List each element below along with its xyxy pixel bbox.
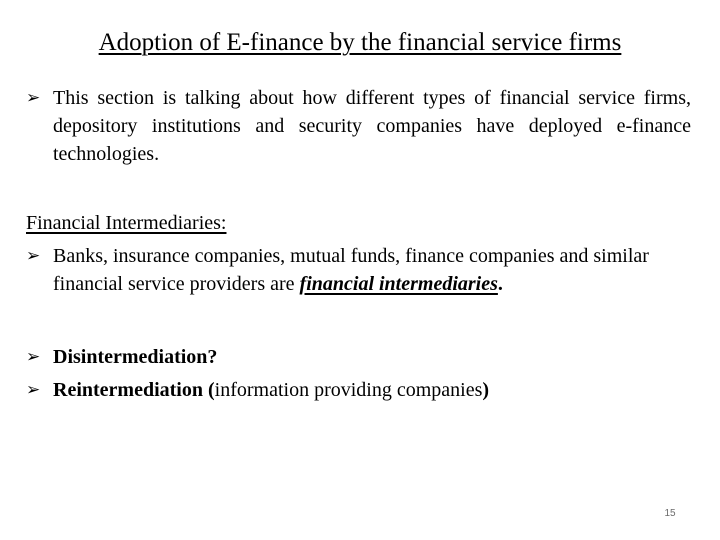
page-number: 15 bbox=[664, 508, 676, 519]
arrowhead-bullet-icon: ➢ bbox=[26, 380, 41, 400]
financial-intermediaries-heading: Financial Intermediaries: bbox=[26, 212, 227, 234]
reintermediation-detail: information providing companies bbox=[214, 379, 483, 401]
intro-section bbox=[26, 84, 691, 168]
intro-text: This section is talking about how different types of financial service firms, depository institutions and security companies have deployed e-finance technologies. bbox=[53, 87, 691, 165]
arrowhead-bullet-icon: ➢ bbox=[26, 347, 41, 367]
intermediation-section bbox=[26, 343, 691, 404]
slide-title: Adoption of E-finance by the financial service firms bbox=[98, 29, 622, 56]
bullet-disintermediation bbox=[26, 343, 691, 371]
intermediaries-section bbox=[26, 209, 691, 298]
intermediaries-period: . bbox=[497, 273, 503, 295]
intermediaries-emphasis: financial intermediaries bbox=[299, 273, 498, 295]
bullet-reintermediation bbox=[26, 376, 691, 404]
intermediaries-text: Banks, insurance companies, mutual funds, finance companies and similar financial service providers are bbox=[53, 245, 649, 295]
bullet-intro bbox=[26, 84, 691, 168]
arrowhead-bullet-icon: ➢ bbox=[26, 246, 41, 266]
arrowhead-bullet-icon: ➢ bbox=[26, 88, 41, 108]
disintermediation-text: Disintermediation? bbox=[53, 346, 218, 368]
bullet-intermediaries bbox=[26, 242, 691, 298]
paren-close: ) bbox=[482, 379, 490, 401]
paren-open: ( bbox=[207, 379, 215, 401]
reintermediation-bold: Reintermediation bbox=[53, 379, 208, 401]
